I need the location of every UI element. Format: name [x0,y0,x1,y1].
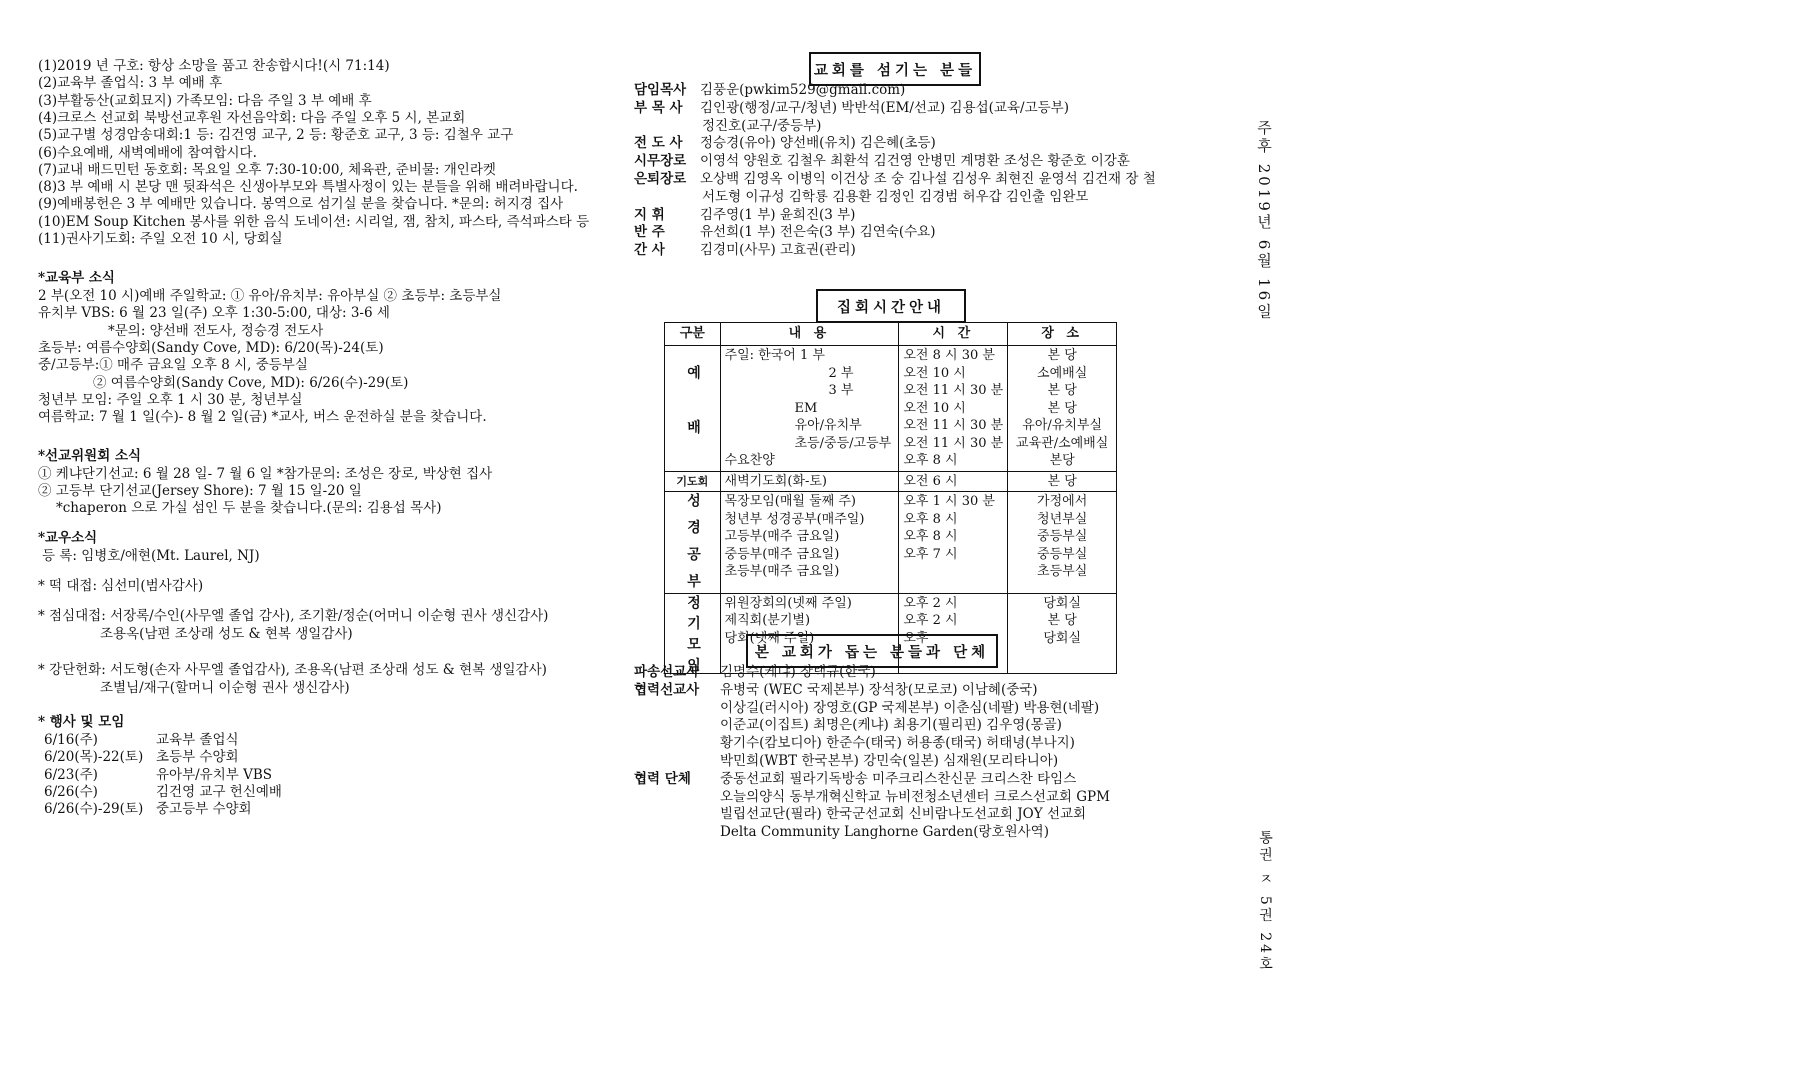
partner-text: 오늘의양식 동부개혁신학교 뉴비전청소년센터 크로스선교회 GPM [720,788,1110,805]
prayer-time: 오전 6 시 [899,471,1008,492]
staff-label: 간 사 [634,242,665,259]
meetings-time: 오후 2 시 [903,595,958,611]
worship-row [665,346,1117,472]
meetings-place: 당회실 [1043,630,1082,646]
partner-text: 중동선교회 필라기독방송 미주크리스찬신문 크리스찬 타임스 [720,770,1077,787]
worship-place: 본당 [1049,453,1075,468]
worship-content: 초등/중등/고등부 [794,435,892,451]
event-desc: 중고등부 수양회 [156,801,252,818]
event-date: 6/16(주) [44,732,98,748]
worship-content: 유아/유치부 [794,418,862,433]
partner-label: 협력 단체 [634,770,691,787]
partner-text: 이상길(러시아) 장영호(GP 국제본부) 이춘심(네팔) 박용현(네팔) [720,699,1100,716]
partner-text: 김명수(케냐) 장택규(한국) [720,664,876,680]
staff-label: 은퇴장로 [634,171,687,187]
staff-text: 김풍운(pwkim529@gmail.com) [700,82,906,98]
bible-content: 청년부 성경공부(매주일) [724,511,865,527]
worship-place-cell [1008,346,1117,472]
staff-text: 이영석 양원호 김철우 최환석 김건영 안병민 계명환 조성은 황준호 이강훈 [700,153,1130,170]
worship-time: 오전 10 시 [903,365,966,381]
announcement-item: (5)교구별 성경암송대회:1 등: 김건영 교구, 2 등: 황준호 교구, 3 등: 김철우 교구 [38,127,514,144]
education-line: 2 부(오전 10 시)예배 주일학교: ① 유아/유치부: 유아부실 ② 초등부: 초등부실 [38,288,502,304]
announcement-item: (11)권사기도회: 주일 오전 10 시, 당회실 [38,231,283,247]
meeting-place-cell [1008,593,1117,674]
worship-place: 소예배실 [1037,365,1088,381]
bible-time: 오후 8 시 [903,529,958,544]
meetings-place: 당회실 [1043,595,1082,611]
partner-text: 박민희(WBT 한국본부) 강민숙(일본) 심재원(모리타니아) [720,753,1059,769]
bible-content-cell [720,492,899,594]
prayer-content: 새벽기도회(화-토) [720,471,899,492]
partner-text: 이준교(이집트) 최명은(케냐) 최용기(필리핀) 김우영(몽골) [720,717,1062,734]
mission-title: *선교위원회 소식 [38,448,142,464]
vertical-date: 주후 2019년 6월 16일 [1255,120,1273,322]
announcement-item: (6)수요예배, 새벽예배에 참여합시다. [38,144,257,161]
bible-time: 오후 1 시 30 분 [903,494,995,509]
worship-place: 유아/유치부실 [1022,418,1103,433]
worship-content-cell [720,346,899,472]
worship-place: 본 당 [1047,348,1077,363]
bible-place: 중등부실 [1037,529,1088,544]
bible-place-cell [1008,492,1117,594]
prayer-row [665,471,1117,492]
education-line: 중/고등부:① 매주 금요일 오후 8 시, 중등부실 [38,357,308,374]
mission-line-1: ① 케냐단기선교: 6 월 28 일- 7 월 6 일 *참가문의: 조성은 장로, 박상현 집사 [38,466,493,482]
staff-label: 담임목사 [634,82,687,98]
bible-place: 초등부실 [1037,564,1088,579]
header-place: 장 소 [1008,323,1117,346]
bible-content: 초등부(매주 금요일) [724,564,840,579]
event-date: 6/26(수) [44,783,98,800]
partner-text: 빌립선교단(필라) 한국군선교회 신비람나도선교회 JOY 선교회 [720,806,1087,823]
members-title: *교우소식 [38,530,98,546]
staff-text: 김인광(행정/교구/청년) 박반석(EM/선교) 김용섭(교육/고등부) [700,99,1069,116]
staff-label: 시무장로 [634,153,687,170]
worship-content: 주일: 한국어 1 부 [724,348,825,363]
meetings-time: 오후 [903,630,929,646]
staff-text: 정승경(유아) 양선배(유치) 김은혜(초등) [700,135,936,152]
staff-label: 전 도 사 [634,135,683,152]
rice-cake-line: * 떡 대접: 심선미(범사감사) [38,578,204,594]
bible-time-cell [899,492,1008,594]
event-date: 6/26(수)-29(토) [44,801,144,818]
mission-line-2: ② 고등부 단기선교(Jersey Shore): 7 월 15 일-20 일 [38,483,362,499]
event-desc: 유아부/유치부 VBS [156,766,273,783]
announcement-item: (3)부활동산(교회묘지) 가족모임: 다음 주일 3 부 예배 후 [38,92,372,109]
education-line: 초등부: 여름수양회(Sandy Cove, MD): 6/20(목)-24(토) [38,339,384,356]
worship-content: EM [794,400,818,416]
prayer-label: 기도회 [665,471,721,492]
staff-text: 서도형 이규성 김학룡 김용환 김정인 김경범 허우갑 김인출 임완모 [702,188,1089,205]
announcement-item: (7)교내 배드민턴 동호회: 목요일 오후 7:30-10:00, 체육관, 준비물: 개인라켓 [38,161,496,178]
event-desc: 김건영 교구 헌신예배 [156,783,282,800]
event-desc: 교육부 졸업식 [156,732,239,748]
partner-label: 파송선교사 [634,664,700,680]
education-line: 유치부 VBS: 6 월 23 일(주) 오후 1:30-5:00, 대상: 3-6 세 [38,305,390,322]
meetings-content: 제직회(분기별) [724,613,811,629]
prayer-place: 본 당 [1008,471,1117,492]
staff-text: 오상백 김영옥 이병익 이건상 조 숭 김나설 김성우 최현진 윤영석 김건재 장 철 [700,171,1156,187]
worship-content: 2 부 [828,365,854,381]
staff-text: 김주영(1 부) 윤희진(3 부) [700,206,856,223]
mission-line-3: *chaperon 으로 가실 섬인 두 분을 찾습니다.(문의: 김용섭 목사) [56,500,442,516]
right-column [634,52,1234,952]
lunch-line-1: * 점심대접: 서장록/수인(사무엘 졸업 감사), 조기환/정순(어머니 이순형 권사 생신감사) [38,608,549,624]
event-date: 6/23(주) [44,766,98,783]
staff-label: 지 휘 [634,206,665,223]
partner-text: 유병국 (WEC 국제본부) 장석창(모로코) 이남혜(중국) [720,681,1038,698]
meetings-content: 위원장회의(넷째 주일) [724,595,852,611]
header-content: 내 용 [720,323,899,346]
worship-content: 수요찬양 [724,453,775,468]
worship-time: 오전 11 시 30 분 [903,418,1004,433]
worship-time: 오전 8 시 30 분 [903,348,995,363]
education-line: 여름학교: 7 월 1 일(수)- 8 월 2 일(금) *교사, 버스 운전하실 분을 찾습니다. [38,409,487,426]
announcement-item: (4)크로스 선교회 북방선교후원 자선음악회: 다음 주일 오후 5 시, 본교회 [38,109,466,126]
bible-content: 중등부(매주 금요일) [724,546,840,562]
worship-time: 오전 11 시 30 분 [903,435,1004,451]
meeting-label: 정 기 모 임 [665,593,721,674]
worship-place: 교육관/소예배실 [1016,435,1109,451]
events-title: * 행사 및 모임 [38,714,125,730]
announcement-item: (2)교육부 졸업식: 3 부 예배 후 [38,75,223,92]
worship-place: 본 당 [1047,383,1077,398]
worship-label: 예 배 [665,346,721,472]
staff-text: 정진호(교구/중등부) [702,117,822,134]
meetings-time: 오후 2 시 [903,613,958,629]
partner-text: Delta Community Langhorne Garden(랑호원사역) [720,824,1049,841]
announcement-item: (1)2019 년 구호: 항상 소망을 품고 찬송합시다!(시 71:14) [38,58,390,74]
bible-place: 가정에서 [1037,494,1088,509]
bible-place: 중등부실 [1037,546,1088,562]
staff-title: 교회를 섬기는 분들 [809,52,981,86]
header-time: 시 간 [899,323,1008,346]
schedule-table [664,322,1117,674]
partner-label: 협력선교사 [634,681,700,698]
bible-content: 목장모임(매월 둘째 주) [724,494,856,509]
announcement-item: (8)3 부 예배 시 본당 맨 뒷좌석은 신생아부모와 특별사정이 있는 분들을 위해 배려바랍니다. [38,179,578,196]
worship-time: 오전 11 시 30 분 [903,383,1004,398]
event-desc: 초등부 수양회 [156,749,239,766]
announcement-item: (10)EM Soup Kitchen 봉사를 위한 음식 도네이션: 시리얼, 잼, 참치, 파스타, 즉석파스타 등 [38,213,590,230]
worship-place: 본 당 [1047,400,1077,416]
education-line: 청년부 모임: 주일 오후 1 시 30 분, 청년부실 [38,391,303,408]
schedule-header-row [665,323,1117,346]
staff-label: 부 목 사 [634,99,683,116]
vertical-issue: 통권 ㅈ 5권 24호 [1257,830,1273,974]
meetings-content: 당회(넷째 주일) [724,630,815,646]
partners-title: 본 교회가 돕는 분들과 단체 [746,634,998,668]
bible-content: 고등부(매주 금요일) [724,529,840,544]
header-category: 구분 [665,323,721,346]
lunch-line-2: 조용옥(남편 조상래 성도 & 현복 생일감사) [100,626,353,642]
worship-time: 오전 10 시 [903,400,966,416]
education-line: *문의: 양선배 전도사, 정승경 전도사 [108,322,324,339]
staff-label: 반 주 [634,224,665,241]
worship-time-cell [899,346,1008,472]
bible-row [665,492,1117,594]
meetings-place: 본 당 [1047,613,1077,629]
bible-time: 오후 7 시 [903,546,958,562]
event-date: 6/20(목)-22(토) [44,749,144,766]
education-title: *교육부 소식 [38,270,115,286]
partner-text: 황기수(캄보디아) 한준수(태국) 허용종(태국) 허태녕(부나지) [720,735,1075,752]
announcement-item: (9)예배봉헌은 3 부 예배만 있습니다. 봉역으로 섬기실 분을 찾습니다. *문의: 허지경 집사 [38,196,564,213]
left-column [38,60,598,960]
worship-content: 3 부 [828,383,854,398]
bible-time: 오후 8 시 [903,511,958,527]
worship-time: 오후 8 시 [903,453,958,468]
staff-text: 유선희(1 부) 전은숙(3 부) 김연숙(수요) [700,224,936,241]
schedule-title: 집회시간안내 [816,289,966,323]
members-line: 등 록: 임병호/애현(Mt. Laurel, NJ) [42,548,260,564]
bible-place: 청년부실 [1037,511,1088,527]
bible-label: 성 경 공 부 [665,492,721,594]
pulpit-line-1: * 강단헌화: 서도형(손자 사무엘 졸업감사), 조용옥(남편 조상래 성도 & 현복 생일감사) [38,662,547,678]
education-line: ② 여름수양회(Sandy Cove, MD): 6/26(수)-29(토) [93,374,409,391]
pulpit-line-2: 조별님/재구(할머니 이순형 권사 생신감사) [100,680,350,696]
staff-text: 김경미(사무) 고효권(관리) [700,242,856,259]
